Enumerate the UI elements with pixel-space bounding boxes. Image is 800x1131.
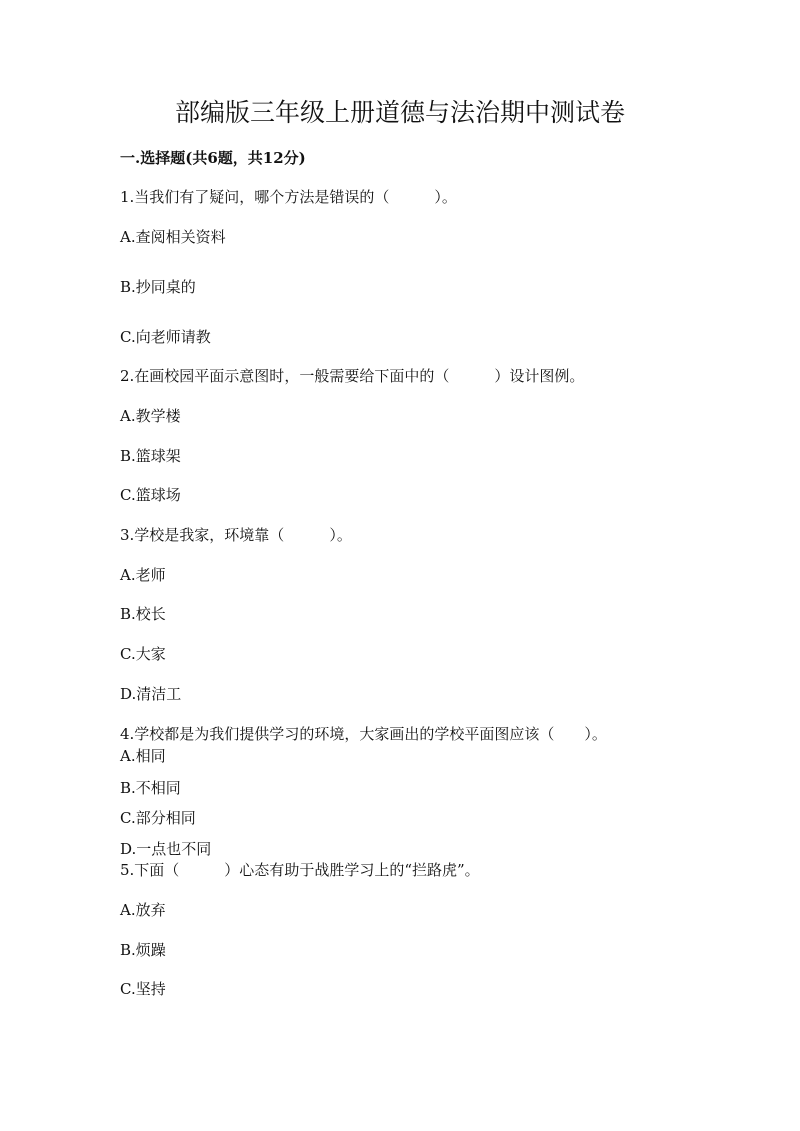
question-stem: 2.在画校园平面示意图时，一般需要给下面中的（ ）设计图例。 <box>120 367 585 385</box>
option-c: C.篮球场 <box>120 486 181 504</box>
option-d: D.一点也不同 <box>120 840 212 858</box>
section-heading: 一.选择题(共6题，共12分) <box>120 149 306 167</box>
option-b: B.篮球架 <box>120 447 181 465</box>
option-a: A.相同 <box>120 747 166 765</box>
question-stem: 4.学校都是为我们提供学习的环境，大家画出的学校平面图应该（ ）。 <box>120 725 607 743</box>
option-c: C.大家 <box>120 645 166 663</box>
question-stem: 5.下面（ ）心态有助于战胜学习上的“拦路虎”。 <box>120 861 480 879</box>
question-stem: 3.学校是我家，环境靠（ ）。 <box>120 526 352 544</box>
option-a: A.教学楼 <box>120 407 181 425</box>
question-stem: 1.当我们有了疑问，哪个方法是错误的（ ）。 <box>120 188 457 206</box>
option-b: B.校长 <box>120 605 166 623</box>
option-a: A.查阅相关资料 <box>120 228 226 246</box>
exam-title: 部编版三年级上册道德与法治期中测试卷 <box>174 98 625 127</box>
option-b: B.抄同桌的 <box>120 278 196 296</box>
option-d: D.清洁工 <box>120 685 182 703</box>
option-b: B.不相同 <box>120 779 181 797</box>
option-c: C.坚持 <box>120 980 166 998</box>
option-a: A.放弃 <box>120 901 166 919</box>
option-b: B.烦躁 <box>120 941 166 959</box>
option-c: C.向老师请教 <box>120 328 211 346</box>
option-c: C.部分相同 <box>120 809 196 827</box>
option-a: A.老师 <box>120 566 166 584</box>
